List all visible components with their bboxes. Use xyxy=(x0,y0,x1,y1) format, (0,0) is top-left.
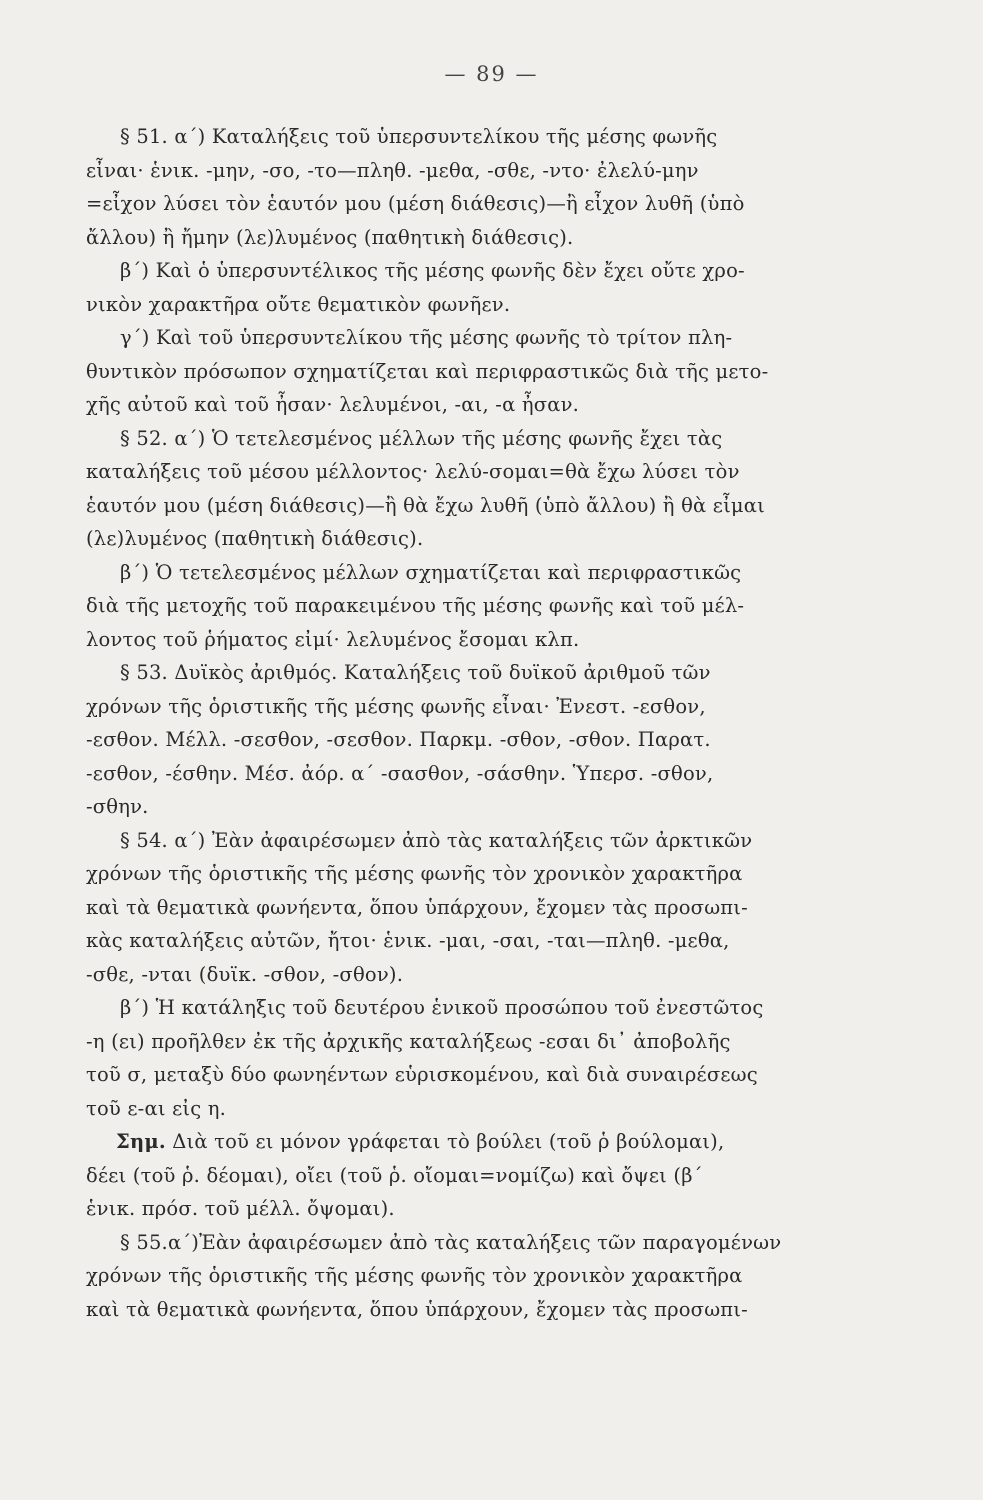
text-line: κὰς καταλήξεις αὐτῶν, ἤτοι· ἑνικ. -μαι, -σαι, -ται—πληθ. -μεθα, xyxy=(86,929,730,952)
text-line: τοῦ ε-αι εἰς η. xyxy=(86,1096,227,1120)
text-line: § 53. Δυϊκὸς ἀριθμός. Καταλήξεις τοῦ δυϊκοῦ ἀριθμοῦ τῶν xyxy=(120,661,711,684)
text-line: § 54. α΄) Ἐὰν ἀφαιρέσωμεν ἀπὸ τὰς καταλήξεις τῶν ἀρκτικῶν xyxy=(120,828,753,852)
text-line: =εἶχον λύσει τὸν ἑαυτόν μου (μέση διάθεσις)—ἢ εἶχον λυθῆ (ὑπὸ xyxy=(86,192,745,215)
text-line: -η (ει) προῆλθεν ἐκ τῆς ἀρχικῆς καταλήξεως -εσαι δι᾽ ἀποβολῆς xyxy=(86,1029,731,1053)
text-line: χῆς αὐτοῦ καὶ τοῦ ἦσαν· λελυμένοι, -αι, -α ἦσαν. xyxy=(86,393,580,416)
text-line: β΄) Ἡ κατάληξις τοῦ δευτέρου ἑνικοῦ προσώπου τοῦ ἐνεστῶτος xyxy=(120,996,764,1019)
text-line: θυντικὸν πρόσωπον σχηματίζεται καὶ περιφραστικῶς διὰ τῆς μετο- xyxy=(86,359,769,383)
text-line: χρόνων τῆς ὁριστικῆς τῆς μέσης φωνῆς εἶναι· Ἐνεστ. -εσθον, xyxy=(86,694,706,718)
text-line: ἄλλου) ἢ ἤμην (λε)λυμένος (παθητικὴ διάθεσις). xyxy=(86,225,574,249)
text-line: νικὸν χαρακτῆρα οὔτε θεματικὸν φωνῆεν. xyxy=(86,292,511,316)
text-line: -εσθον, -έσθην. Μέσ. ἀόρ. α΄ -σασθον, -σάσθην. Ὑπερσ. -σθον, xyxy=(86,761,714,785)
text-line: εἶναι· ἑνικ. -μην, -σο, -το—πληθ. -μεθα, -σθε, -ντο· ἐλελύ-μην xyxy=(86,158,699,182)
text-line: καταλήξεις τοῦ μέσου μέλλοντος· λελύ-σομαι=θὰ ἔχω λύσει τὸν xyxy=(86,460,740,483)
text-line: λοντος τοῦ ῥήματος εἰμί· λελυμένος ἔσομαι κλπ. xyxy=(86,627,580,651)
text-line: τοῦ σ, μεταξὺ δύο φωνηέντων εὑρισκομένου, καὶ διὰ συναιρέσεως xyxy=(86,1063,758,1086)
note-label: Σημ. xyxy=(116,1130,166,1153)
text-line: δέει (τοῦ ῥ. δέομαι), οἴει (τοῦ ῥ. οἴομαι=νομίζω) καὶ ὄψει (β΄ xyxy=(86,1163,703,1187)
page-number: — 89 — xyxy=(444,62,539,86)
text-line: -σθην. xyxy=(86,795,149,818)
text-line: ἑνικ. πρόσ. τοῦ μέλλ. ὄψομαι). xyxy=(86,1197,395,1220)
body-text xyxy=(86,120,841,1326)
text-line: § 55.α΄)Ἐὰν ἀφαιρέσωμεν ἀπὸ τὰς καταλήξεις τῶν παραγομένων xyxy=(120,1230,782,1254)
text-line: § 52. α΄) Ὁ τετελεσμένος μέλλων τῆς μέσης φωνῆς ἔχει τὰς xyxy=(120,426,723,450)
text-line: διὰ τῆς μετοχῆς τοῦ παρακειμένου τῆς μέσης φωνῆς καὶ τοῦ μέλ- xyxy=(86,594,745,617)
text-line: χρόνων τῆς ὁριστικῆς τῆς μέσης φωνῆς τὸν χρονικὸν χαρακτῆρα xyxy=(86,1264,743,1287)
text-line: -σθε, -νται (δυϊκ. -σθον, -σθον). xyxy=(86,962,404,986)
text-line: γ΄) Καὶ τοῦ ὑπερσυντελίκου τῆς μέσης φωνῆς τὸ τρίτον πλη- xyxy=(120,326,733,349)
text-line: καὶ τὰ θεματικὰ φωνήεντα, ὅπου ὑπάρχουν, ἔχομεν τὰς προσωπι- xyxy=(86,1297,748,1321)
text-line: χρόνων τῆς ὁριστικῆς τῆς μέσης φωνῆς τὸν χρονικὸν χαρακτῆρα xyxy=(86,862,743,885)
text-line: (λε)λυμένος (παθητικὴ διάθεσις). xyxy=(86,527,424,550)
text-line: καὶ τὰ θεματικὰ φωνήεντα, ὅπου ὑπάρχουν, ἔχομεν τὰς προσωπι- xyxy=(86,895,748,919)
text-line: ἑαυτόν μου (μέση διάθεσις)—ἢ θὰ ἔχω λυθῆ (ὑπὸ ἄλλου) ἢ θὰ εἶμαι xyxy=(86,493,766,517)
text-line: § 51. α΄) Καταλήξεις τοῦ ὑπερσυντελίκου τῆς μέσης φωνῆς xyxy=(120,125,718,148)
text-line: -εσθον. Μέλλ. -σεσθον, -σεσθον. Παρκμ. -σθον, -σθον. Παρατ. xyxy=(86,728,711,751)
text-line: β΄) Καὶ ὁ ὑπερσυντέλικος τῆς μέσης φωνῆς δὲν ἔχει οὔτε χρο- xyxy=(120,259,745,282)
note-line: Σημ. Διὰ τοῦ ει μόνον γράφεται τὸ βούλει (τοῦ ῥ βούλομαι), xyxy=(116,1130,725,1153)
text-line: β΄) Ὁ τετελεσμένος μέλλων σχηματίζεται καὶ περιφραστικῶς xyxy=(120,560,742,584)
